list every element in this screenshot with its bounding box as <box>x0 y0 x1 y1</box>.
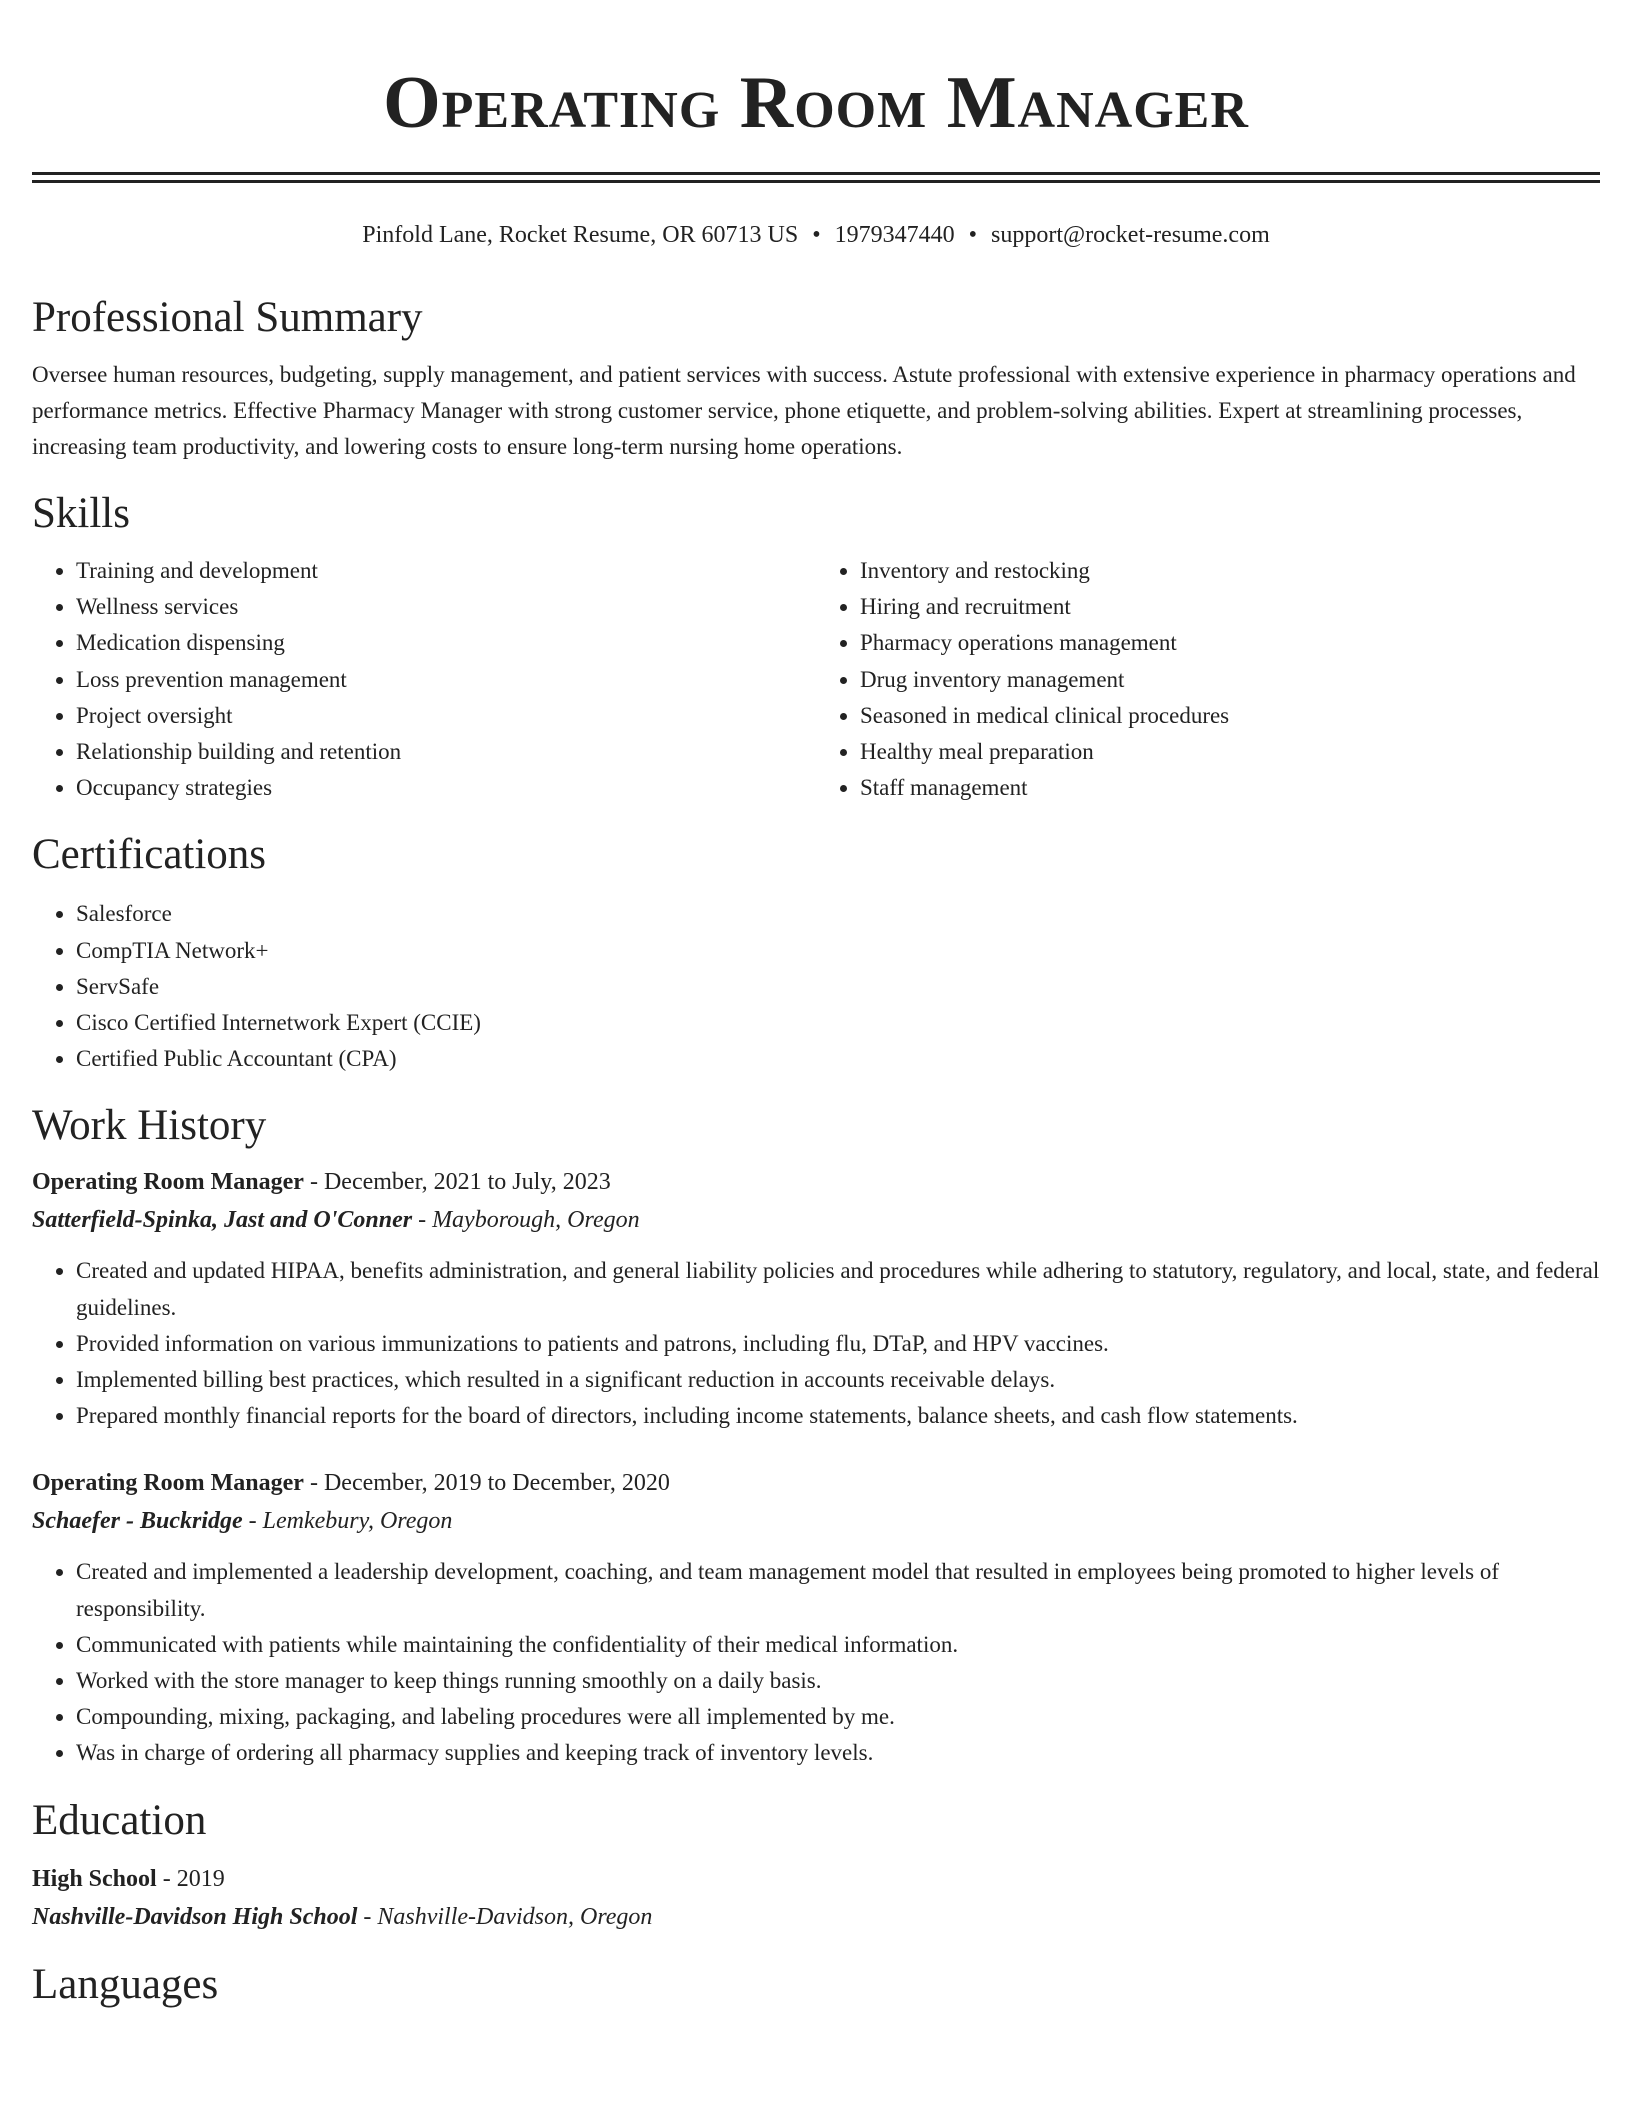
summary-heading: Professional Summary <box>32 294 423 341</box>
job-dash: - <box>303 1169 324 1196</box>
certification-item: • Cisco Certified Internetwork Expert (CCIE) <box>76 1005 1600 1041</box>
skill-item: • Relationship building and retention <box>76 734 816 770</box>
skills-column-right <box>816 553 1600 806</box>
contact-address: Pinfold Lane, Rocket Resume, OR 60713 US <box>362 222 799 248</box>
job-company: Satterfield-Spinka, Jast and O'Conner <box>32 1207 413 1234</box>
job-title-line <box>32 1163 1600 1201</box>
job-duty: • Created and updated HIPAA, benefits administration, and general liability policies and procedures while adhering to statutory, regulatory, and local, state, and federal guidelines. <box>76 1253 1600 1325</box>
job-dash: - <box>242 1508 263 1535</box>
skills-column-left <box>32 553 816 806</box>
education-degree-line <box>32 1860 1600 1898</box>
job-duties-list <box>32 1253 1600 1434</box>
summary-text: Oversee human resources, budgeting, supply management, and patient services with success. Astute professional with extensive experience in pharmacy operations and performance metrics. Effective Pharmacy Manager with strong customer service, phone etiquette, and problem-solving abilities. Expert at streamlining processes, increasing team productivity, and lowering costs to ensure long-term nursing home operations. <box>32 362 1576 459</box>
skill-item: • Training and development <box>76 553 816 589</box>
education-dash: - <box>156 1865 177 1892</box>
contact-separator: • <box>812 222 821 248</box>
header-divider <box>32 172 1600 183</box>
education-school: Nashville-Davidson High School <box>32 1903 358 1930</box>
education-degree: High School <box>32 1865 157 1892</box>
skill-item: • Healthy meal preparation <box>860 734 1600 770</box>
job-company: Schaefer - Buckridge <box>32 1508 243 1535</box>
job-duty: • Compounding, mixing, packaging, and labeling procedures were all implemented by me. <box>76 1699 1600 1735</box>
job-dates: December, 2021 to July, 2023 <box>323 1169 611 1196</box>
languages-heading: Languages <box>32 1960 219 2008</box>
skill-item: • Pharmacy operations management <box>860 625 1600 661</box>
job-dash: - <box>303 1470 324 1497</box>
certifications-heading: Certifications <box>32 831 267 879</box>
skill-item: • Seasoned in medical clinical procedures <box>860 698 1600 734</box>
job-dash: - <box>412 1207 433 1234</box>
skill-item: • Staff management <box>860 770 1600 806</box>
education-entry <box>32 1860 1600 1936</box>
contact-phone: 1979347440 <box>834 222 955 248</box>
job-duty: • Was in charge of ordering all pharmacy supplies and keeping track of inventory levels. <box>76 1735 1600 1771</box>
job-duty: • Provided information on various immunizations to patients and patrons, including flu, DTaP, and HPV vaccines. <box>76 1326 1600 1362</box>
education-heading: Education <box>32 1796 207 1844</box>
skill-item: • Project oversight <box>76 698 816 734</box>
job-entry <box>32 1163 1600 1434</box>
skill-item: • Loss prevention management <box>76 662 816 698</box>
job-duties-list <box>32 1554 1600 1771</box>
certification-item: • CompTIA Network+ <box>76 933 1600 969</box>
education-dash: - <box>357 1903 378 1930</box>
job-title-line <box>32 1464 1600 1502</box>
certification-item: • Salesforce <box>76 896 1600 932</box>
skill-item: • Wellness services <box>76 589 816 625</box>
job-duty: • Implemented billing best practices, which resulted in a significant reduction in accounts receivable delays. <box>76 1362 1600 1398</box>
job-company-line <box>32 1201 1600 1239</box>
contact-line <box>32 219 1600 251</box>
candidate-name: Operating Room Manager <box>383 62 1249 144</box>
job-company-line <box>32 1502 1600 1540</box>
job-location: Lemkebury, Oregon <box>262 1508 453 1535</box>
contact-email: support@rocket-resume.com <box>991 222 1270 248</box>
skills-heading: Skills <box>32 490 130 537</box>
skill-item: • Hiring and recruitment <box>860 589 1600 625</box>
certification-item: • Certified Public Accountant (CPA) <box>76 1041 1600 1077</box>
contact-separator: • <box>968 222 978 248</box>
skill-item: • Medication dispensing <box>76 625 816 661</box>
work-history-heading: Work History <box>32 1102 267 1150</box>
job-entry <box>32 1464 1600 1771</box>
job-role: Operating Room Manager <box>32 1169 304 1196</box>
education-school-line <box>32 1898 1600 1936</box>
job-duty: • Prepared monthly financial reports for the board of directors, including income statements, balance sheets, and cash flow statements. <box>76 1398 1600 1434</box>
education-location: Nashville-Davidson, Oregon <box>377 1903 653 1930</box>
job-duty: • Created and implemented a leadership development, coaching, and team management model that resulted in employees being promoted to higher levels of responsibility. <box>76 1554 1600 1626</box>
skills-list <box>32 553 1600 806</box>
skill-item: • Inventory and restocking <box>860 553 1600 589</box>
job-location: Mayborough, Oregon <box>432 1207 640 1234</box>
skill-item: • Drug inventory management <box>860 662 1600 698</box>
education-year: 2019 <box>176 1865 225 1892</box>
resume-page <box>32 0 1600 2012</box>
job-duty: • Worked with the store manager to keep things running smoothly on a daily basis. <box>76 1663 1600 1699</box>
job-duty: • Communicated with patients while maintaining the confidentiality of their medical information. <box>76 1627 1600 1663</box>
certifications-list <box>32 896 1600 1077</box>
skill-item: • Occupancy strategies <box>76 770 816 806</box>
job-role: Operating Room Manager <box>32 1470 304 1497</box>
job-dates: December, 2019 to December, 2020 <box>323 1470 670 1497</box>
certification-item: • ServSafe <box>76 969 1600 1005</box>
